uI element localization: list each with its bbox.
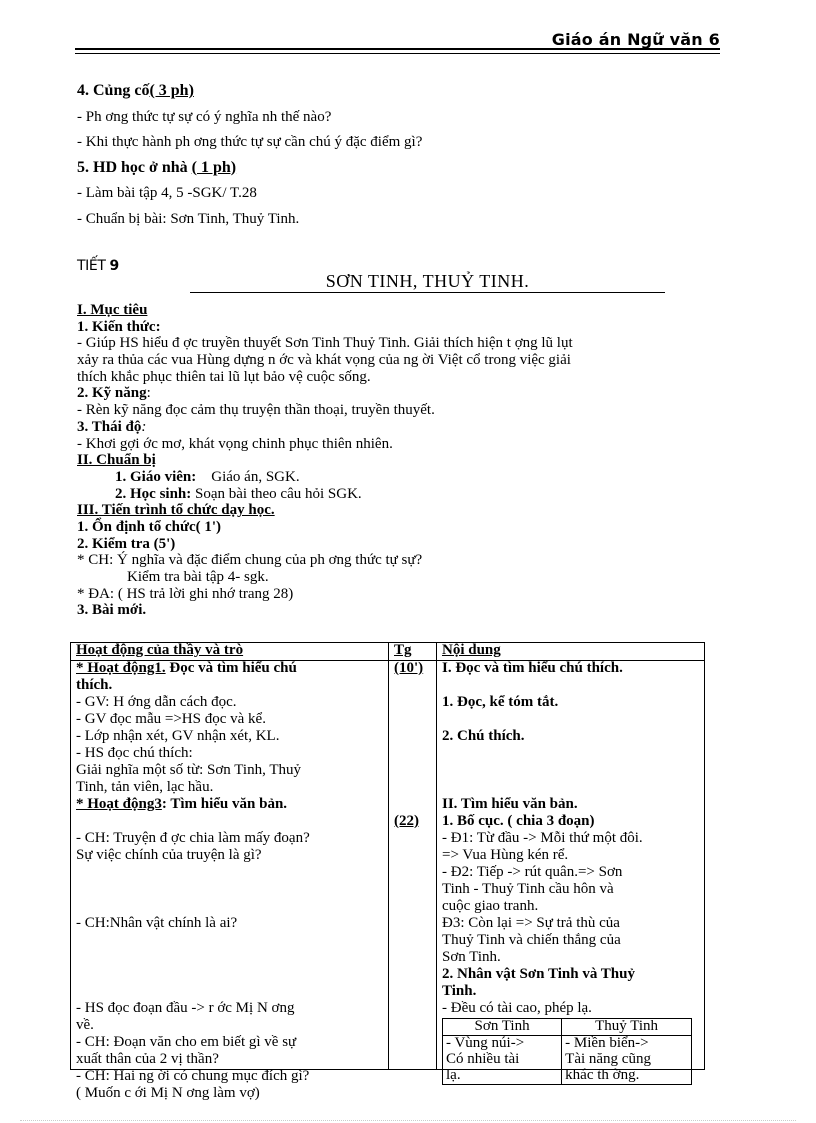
table-line: Đ3: Còn lại => Sự trả thù của <box>442 915 620 931</box>
table-line: về. <box>76 1017 94 1033</box>
table-line: xuất thân của 2 vị thần? <box>76 1051 219 1067</box>
table-header-row <box>71 643 705 661</box>
table-line: Sơn Tinh. <box>442 949 501 965</box>
activity-title: * Hoạt động1. Đọc và tìm hiểu chú <box>76 660 297 676</box>
content-subheading: 1. Bố cục. ( chia 3 đoạn) <box>442 813 595 829</box>
lesson-number: TIẾT 9 <box>77 258 119 274</box>
table-line: ( Muốn c ới Mị N ơng làm vợ) <box>76 1085 260 1101</box>
table-line: - HS đọc chú thích: <box>76 745 193 761</box>
paragraph-line: - Giúp HS hiểu đ ợc truyền thuyết Sơn Tinh Thuỷ Tinh. Giải thích hiện t ợng lũ lụt <box>77 335 573 352</box>
table-line: Giải nghĩa một số từ: Sơn Tinh, Thuỷ <box>76 762 301 778</box>
table-line: => Vua Hùng kén rể. <box>442 847 569 863</box>
time-value: (10') <box>394 660 424 676</box>
process-step: 3. Bài mới. <box>77 602 147 619</box>
table-line: Tinh, tản viên, lạc hầu. <box>76 779 214 795</box>
activities-cell: * Hoạt động1. Đọc và tìm hiểu chú thích. - GV: H ớng dẫn cách đọc. - GV đọc mẫu =>HS đọc và kể. - Lớp nhận xét, GV nhận xét, KL. - HS đọc chú thích: Giải nghĩa một số từ: Sơn Tinh, Thuỷ Tinh, tản viên, lạc hầu. * Hoạt động3: Tìm hiểu văn bản. - CH: Truyện đ ợc chia làm mấy đoạn? Sự việc chính của truyện là gì? - CH:Nhân vật chính là ai? - HS đọc đoạn đầu -> r ớc Mị N ơng về. - CH: Đoạn văn cho em biết gì về sự xuất thân của 2 vị thần? - CH: Hai ng ời có chung mục đích gì? ( Muốn c ới Mị N ơng làm vợ) <box>71 661 389 1070</box>
time-cell <box>389 661 437 1070</box>
table-line: - CH: Truyện đ ợc chia làm mấy đoạn? <box>76 830 310 846</box>
table-header-cell: Tg <box>389 643 437 661</box>
table-line: - CH:Nhân vật chính là ai? <box>76 915 238 931</box>
paragraph-line: * ĐA: ( HS trả lời ghi nhớ trang 28) <box>77 585 294 602</box>
paragraph-line: - Khơi gợi ớc mơ, khát vọng chinh phục thiên nhiên. <box>77 435 393 452</box>
header-rule-thin <box>75 53 720 54</box>
table-line: - Đều có tài cao, phép lạ. <box>442 1000 592 1016</box>
list-item: - Chuẩn bị bài: Sơn Tinh, Thuỷ Tinh. <box>77 210 300 227</box>
table-line: Thuỷ Tinh và chiến thắng của <box>442 932 621 948</box>
table-line: Sự việc chính của truyện là gì? <box>76 847 262 863</box>
comparison-cell: - Miền biển-> Tài năng cũng khác th ờng. <box>562 1036 692 1085</box>
paragraph-line: Kiểm tra bài tập 4- sgk. <box>127 569 269 585</box>
table-header-cell: Nội dung <box>437 643 705 661</box>
table-line: cuộc giao tranh. <box>442 898 539 914</box>
header-title: Giáo án Ngữ văn 6 <box>551 30 720 49</box>
knowledge-label: 1. Kiến thức: <box>77 318 161 335</box>
table-line: - Đ1: Từ đầu -> Mỗi thứ một đôi. <box>442 830 643 846</box>
list-item: - Làm bài tập 4, 5 -SGK/ T.28 <box>77 185 257 201</box>
table-line: - CH: Hai ng ời có chung mục đích gì? <box>76 1068 310 1084</box>
table-header-row <box>443 1019 692 1036</box>
lesson-body <box>77 303 737 620</box>
objectives-heading: I. Mục tiêu <box>77 302 148 318</box>
content-heading: I. Đọc và tìm hiểu chú thích. <box>442 660 623 676</box>
content-heading: II. Tìm hiểu văn bản. <box>442 796 578 812</box>
prep-teacher: 1. Giáo viên: Giáo án, SGK. <box>115 468 300 485</box>
prep-student: 2. Học sinh: Soạn bài theo câu hỏi SGK. <box>115 485 362 502</box>
paragraph-line: thích khắc phục thiên tai lũ lụt bảo vệ cuộc sống. <box>77 368 371 385</box>
paragraph-line: xảy ra thủa các vua Hùng dựng n ớc và khát vọng của ng ời Việt cổ trong việc giải <box>77 352 571 369</box>
process-step: 2. Kiểm tra (5') <box>77 535 176 552</box>
table-line: Tinh - Thuỷ Tinh cầu hôn và <box>442 881 614 897</box>
table-row <box>443 1036 692 1085</box>
content-subheading: 2. Nhân vật Sơn Tinh và Thuỷ <box>442 966 635 982</box>
comparison-cell: - Vùng núi-> Có nhiều tài lạ. <box>443 1036 562 1085</box>
lesson-wrapup <box>77 82 727 235</box>
comparison-header: Sơn Tinh <box>443 1019 562 1036</box>
header-rule <box>75 48 720 50</box>
table-header-cell: Hoạt động của thầy và trò <box>71 643 389 661</box>
process-step: 1. Ổn định tổ chức( 1') <box>77 518 222 535</box>
section-heading-homework: 5. HD học ở nhà ( 1 ph) <box>77 158 237 176</box>
paragraph-line: - Rèn kỹ năng đọc cảm thụ truyện thần thoại, truyền thuyết. <box>77 402 435 419</box>
time-value: (22) <box>394 813 419 829</box>
lesson-title: SƠN TINH, THUỶ TINH. <box>190 271 665 293</box>
table-line: - GV đọc mẫu =>HS đọc và kể. <box>76 711 266 727</box>
page-bottom-edge <box>20 1120 796 1121</box>
process-heading: III. Tiến trình tổ chức dạy học. <box>77 502 275 519</box>
table-line: - HS đọc đoạn đầu -> r ớc Mị N ơng <box>76 1000 295 1016</box>
table-line: - GV: H ớng dẫn cách đọc. <box>76 694 237 710</box>
prep-heading: II. Chuẩn bị <box>77 452 156 469</box>
comparison-table <box>442 1018 692 1085</box>
content-subheading: 1. Đọc, kể tóm tắt. <box>442 694 559 710</box>
activity-title: * Hoạt động3: Tìm hiểu văn bản. <box>76 796 288 812</box>
content-subheading: 2. Chú thích. <box>442 728 525 744</box>
content-cell: I. Đọc và tìm hiểu chú thích. 1. Đọc, kể tóm tắt. 2. Chú thích. II. Tìm hiểu văn bản. 1. Bố cục. ( chia 3 đoạn) - Đ1: Từ đầu -> Mỗi thứ một đôi. => Vua Hùng kén rể. - Đ2: Tiếp -> rút quân.=> Sơn Tinh - Thuỷ Tinh cầu hôn và cuộc giao tranh. Đ3: Còn lại => Sự trả thù của Thuỷ Tinh và chiến thắng của Sơn Tinh. 2. Nhân vật Sơn Tinh và Thuỷ Tinh. - Đều có tài cao, phép lạ. Sơn Tinh Thuỷ Tinh - Vùng núi-> Có nhiều tài lạ. - Miền biển-> Tài năng cũng khác th ờng. <box>437 661 705 1070</box>
table-line: - Lớp nhận xét, GV nhận xét, KL. <box>76 728 280 744</box>
table-line: - Đ2: Tiếp -> rút quân.=> Sơn <box>442 864 623 880</box>
lesson-plan-table <box>70 642 705 1101</box>
table-line: - CH: Đoạn văn cho em biết gì về sự <box>76 1034 297 1050</box>
skill-label: 2. Kỹ năng: <box>77 385 151 402</box>
list-item: - Ph ơng thức tự sự có ý nghĩa nh thế nào? <box>77 108 332 125</box>
paragraph-line: * CH: Ý nghĩa và đặc điểm chung của ph ơng thức tự sự? <box>77 552 423 569</box>
comparison-header: Thuỷ Tinh <box>562 1019 692 1036</box>
section-heading-consolidation: 4. Củng cố( 3 ph) <box>77 82 194 99</box>
attitude-label: 3. Thái độ: <box>77 418 147 435</box>
list-item: - Khi thực hành ph ơng thức tự sự cần chú ý đặc điểm gì? <box>77 134 423 150</box>
table-row <box>71 661 705 1070</box>
